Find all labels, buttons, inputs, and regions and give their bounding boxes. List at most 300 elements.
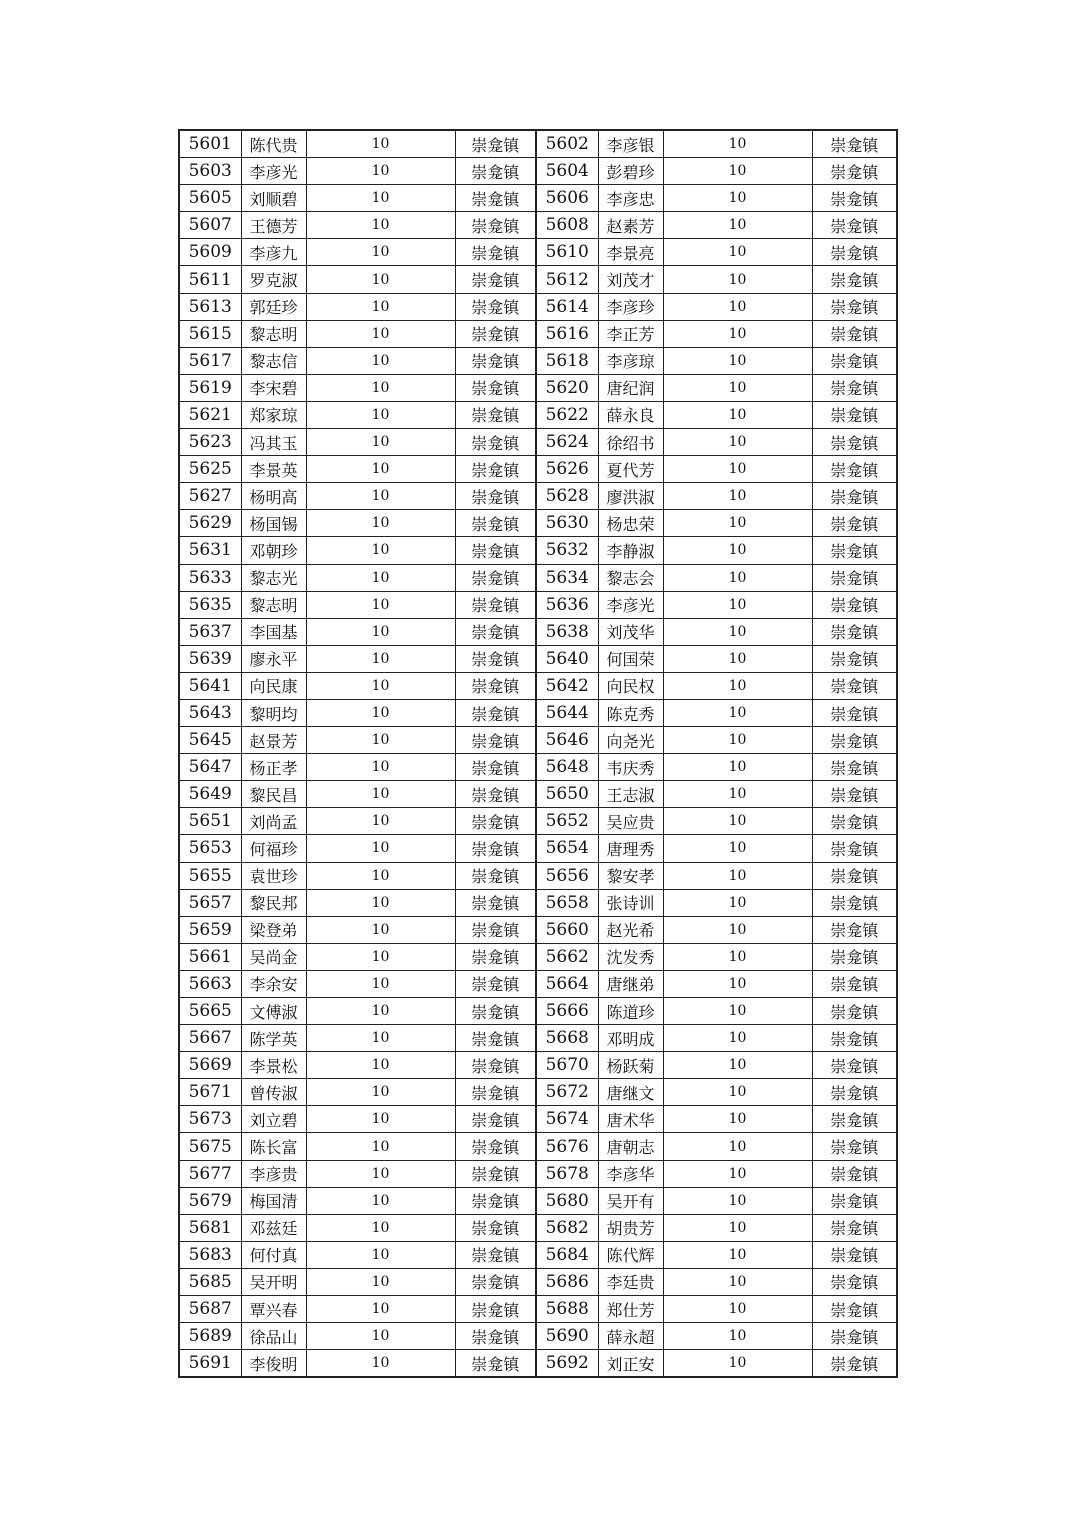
table-row (179, 293, 897, 320)
amount-cell: 10 (306, 185, 455, 212)
table-row (179, 591, 897, 618)
table-row (179, 1241, 897, 1268)
person-name-cell: 李景亮 (598, 239, 663, 266)
table-row (179, 618, 897, 645)
amount-cell: 10 (663, 239, 812, 266)
person-name-cell: 吴应贵 (598, 808, 663, 835)
person-name-cell: 李宋碧 (241, 374, 306, 401)
table-row (179, 483, 897, 510)
amount-cell: 10 (306, 754, 455, 781)
record-number-cell: 5649 (179, 781, 241, 808)
person-name-cell: 何福珍 (241, 835, 306, 862)
table-row (179, 1106, 897, 1133)
town-name-cell: 崇龛镇 (455, 754, 536, 781)
amount-cell: 10 (306, 1350, 455, 1378)
amount-cell: 10 (306, 212, 455, 239)
amount-cell: 10 (306, 320, 455, 347)
record-number-cell: 5648 (536, 754, 598, 781)
amount-cell: 10 (306, 1214, 455, 1241)
town-name-cell: 崇龛镇 (455, 130, 536, 158)
town-name-cell: 崇龛镇 (455, 1106, 536, 1133)
town-name-cell: 崇龛镇 (812, 781, 897, 808)
town-name-cell: 崇龛镇 (812, 1025, 897, 1052)
town-name-cell: 崇龛镇 (812, 564, 897, 591)
amount-cell: 10 (306, 401, 455, 428)
person-name-cell: 廖洪淑 (598, 483, 663, 510)
town-name-cell: 崇龛镇 (455, 889, 536, 916)
town-name-cell: 崇龛镇 (455, 510, 536, 537)
person-name-cell: 郑家琼 (241, 401, 306, 428)
table-row (179, 1025, 897, 1052)
person-name-cell: 徐绍书 (598, 429, 663, 456)
amount-cell: 10 (306, 239, 455, 266)
table-row (179, 537, 897, 564)
record-number-cell: 5692 (536, 1350, 598, 1378)
town-name-cell: 崇龛镇 (455, 293, 536, 320)
town-name-cell: 崇龛镇 (812, 212, 897, 239)
person-name-cell: 李彦九 (241, 239, 306, 266)
record-number-cell: 5682 (536, 1214, 598, 1241)
record-number-cell: 5638 (536, 618, 598, 645)
person-name-cell: 王志淑 (598, 781, 663, 808)
person-name-cell: 李彦光 (598, 591, 663, 618)
person-name-cell: 唐术华 (598, 1106, 663, 1133)
person-name-cell: 胡贵芳 (598, 1214, 663, 1241)
record-number-cell: 5680 (536, 1187, 598, 1214)
town-name-cell: 崇龛镇 (455, 727, 536, 754)
amount-cell: 10 (306, 808, 455, 835)
amount-cell: 10 (663, 130, 812, 158)
record-number-cell: 5655 (179, 862, 241, 889)
record-number-cell: 5676 (536, 1133, 598, 1160)
amount-cell: 10 (663, 970, 812, 997)
record-number-cell: 5626 (536, 456, 598, 483)
person-name-cell: 冯其玉 (241, 429, 306, 456)
person-name-cell: 韦庆秀 (598, 754, 663, 781)
amount-cell: 10 (663, 1079, 812, 1106)
amount-cell: 10 (663, 374, 812, 401)
amount-cell: 10 (306, 591, 455, 618)
amount-cell: 10 (663, 1160, 812, 1187)
record-number-cell: 5689 (179, 1323, 241, 1350)
record-number-cell: 5613 (179, 293, 241, 320)
amount-cell: 10 (306, 130, 455, 158)
amount-cell: 10 (306, 1133, 455, 1160)
record-number-cell: 5661 (179, 943, 241, 970)
amount-cell: 10 (306, 835, 455, 862)
table-row (179, 970, 897, 997)
person-name-cell: 曾传淑 (241, 1079, 306, 1106)
town-name-cell: 崇龛镇 (455, 429, 536, 456)
person-name-cell: 黎志信 (241, 347, 306, 374)
town-name-cell: 崇龛镇 (455, 266, 536, 293)
amount-cell: 10 (663, 672, 812, 699)
amount-cell: 10 (306, 970, 455, 997)
person-name-cell: 陈克秀 (598, 699, 663, 726)
record-number-cell: 5624 (536, 429, 598, 456)
amount-cell: 10 (663, 645, 812, 672)
amount-cell: 10 (663, 158, 812, 185)
person-name-cell: 黎志明 (241, 320, 306, 347)
person-name-cell: 杨正孝 (241, 754, 306, 781)
table-row (179, 1350, 897, 1378)
person-name-cell: 杨国锡 (241, 510, 306, 537)
amount-cell: 10 (306, 510, 455, 537)
person-name-cell: 刘尚孟 (241, 808, 306, 835)
town-name-cell: 崇龛镇 (455, 347, 536, 374)
record-number-cell: 5642 (536, 672, 598, 699)
amount-cell: 10 (663, 1187, 812, 1214)
person-name-cell: 薛永良 (598, 401, 663, 428)
town-name-cell: 崇龛镇 (812, 862, 897, 889)
amount-cell: 10 (306, 1241, 455, 1268)
amount-cell: 10 (306, 1160, 455, 1187)
person-name-cell: 徐品山 (241, 1323, 306, 1350)
town-name-cell: 崇龛镇 (812, 1241, 897, 1268)
amount-cell: 10 (663, 618, 812, 645)
person-name-cell: 刘正安 (598, 1350, 663, 1378)
town-name-cell: 崇龛镇 (455, 1214, 536, 1241)
record-number-cell: 5685 (179, 1268, 241, 1295)
table-row (179, 429, 897, 456)
amount-cell: 10 (306, 699, 455, 726)
record-number-cell: 5628 (536, 483, 598, 510)
record-number-cell: 5615 (179, 320, 241, 347)
amount-cell: 10 (306, 1079, 455, 1106)
record-number-cell: 5670 (536, 1052, 598, 1079)
town-name-cell: 崇龛镇 (455, 374, 536, 401)
person-name-cell: 李景英 (241, 456, 306, 483)
record-number-cell: 5658 (536, 889, 598, 916)
person-name-cell: 唐纪润 (598, 374, 663, 401)
town-name-cell: 崇龛镇 (455, 618, 536, 645)
record-number-cell: 5662 (536, 943, 598, 970)
person-name-cell: 李彦珍 (598, 293, 663, 320)
record-number-cell: 5603 (179, 158, 241, 185)
table-row (179, 1214, 897, 1241)
person-name-cell: 李景松 (241, 1052, 306, 1079)
person-name-cell: 唐继弟 (598, 970, 663, 997)
person-name-cell: 李正芳 (598, 320, 663, 347)
amount-cell: 10 (306, 537, 455, 564)
town-name-cell: 崇龛镇 (455, 212, 536, 239)
amount-cell: 10 (663, 1025, 812, 1052)
town-name-cell: 崇龛镇 (812, 699, 897, 726)
person-name-cell: 刘茂华 (598, 618, 663, 645)
town-name-cell: 崇龛镇 (455, 1187, 536, 1214)
town-name-cell: 崇龛镇 (455, 1079, 536, 1106)
record-number-cell: 5681 (179, 1214, 241, 1241)
amount-cell: 10 (663, 429, 812, 456)
person-name-cell: 梁登弟 (241, 916, 306, 943)
town-name-cell: 崇龛镇 (812, 1133, 897, 1160)
person-name-cell: 黎民邦 (241, 889, 306, 916)
table-row (179, 130, 897, 158)
amount-cell: 10 (306, 889, 455, 916)
person-name-cell: 陈道珍 (598, 998, 663, 1025)
table-row (179, 916, 897, 943)
amount-cell: 10 (663, 591, 812, 618)
town-name-cell: 崇龛镇 (455, 158, 536, 185)
record-number-cell: 5607 (179, 212, 241, 239)
town-name-cell: 崇龛镇 (455, 239, 536, 266)
table-row (179, 347, 897, 374)
town-name-cell: 崇龛镇 (812, 1106, 897, 1133)
table-row (179, 645, 897, 672)
person-name-cell: 王德芳 (241, 212, 306, 239)
record-number-cell: 5667 (179, 1025, 241, 1052)
record-number-cell: 5677 (179, 1160, 241, 1187)
record-number-cell: 5645 (179, 727, 241, 754)
town-name-cell: 崇龛镇 (812, 645, 897, 672)
amount-cell: 10 (663, 699, 812, 726)
amount-cell: 10 (306, 862, 455, 889)
record-number-cell: 5664 (536, 970, 598, 997)
town-name-cell: 崇龛镇 (812, 1052, 897, 1079)
record-number-cell: 5650 (536, 781, 598, 808)
record-number-cell: 5668 (536, 1025, 598, 1052)
person-name-cell: 李彦琼 (598, 347, 663, 374)
amount-cell: 10 (663, 754, 812, 781)
town-name-cell: 崇龛镇 (812, 916, 897, 943)
record-number-cell: 5647 (179, 754, 241, 781)
table-row (179, 456, 897, 483)
town-name-cell: 崇龛镇 (455, 1296, 536, 1323)
record-number-cell: 5634 (536, 564, 598, 591)
person-name-cell: 覃兴春 (241, 1296, 306, 1323)
amount-cell: 10 (663, 456, 812, 483)
person-name-cell: 邓朝珍 (241, 537, 306, 564)
record-number-cell: 5690 (536, 1323, 598, 1350)
town-name-cell: 崇龛镇 (455, 998, 536, 1025)
amount-cell: 10 (306, 483, 455, 510)
town-name-cell: 崇龛镇 (812, 429, 897, 456)
amount-cell: 10 (306, 347, 455, 374)
person-name-cell: 李彦银 (598, 130, 663, 158)
record-number-cell: 5629 (179, 510, 241, 537)
person-name-cell: 李国基 (241, 618, 306, 645)
town-name-cell: 崇龛镇 (455, 699, 536, 726)
town-name-cell: 崇龛镇 (812, 239, 897, 266)
table-row (179, 1052, 897, 1079)
amount-cell: 10 (306, 781, 455, 808)
amount-cell: 10 (663, 320, 812, 347)
person-name-cell: 袁世珍 (241, 862, 306, 889)
amount-cell: 10 (306, 1296, 455, 1323)
person-name-cell: 唐继文 (598, 1079, 663, 1106)
table-row (179, 943, 897, 970)
amount-cell: 10 (306, 672, 455, 699)
town-name-cell: 崇龛镇 (455, 537, 536, 564)
amount-cell: 10 (306, 1025, 455, 1052)
record-number-cell: 5675 (179, 1133, 241, 1160)
person-name-cell: 何付真 (241, 1241, 306, 1268)
amount-cell: 10 (663, 1268, 812, 1295)
table-row (179, 862, 897, 889)
town-name-cell: 崇龛镇 (812, 727, 897, 754)
record-number-cell: 5679 (179, 1187, 241, 1214)
person-name-cell: 彭碧珍 (598, 158, 663, 185)
town-name-cell: 崇龛镇 (812, 943, 897, 970)
table-row (179, 239, 897, 266)
amount-cell: 10 (306, 266, 455, 293)
amount-cell: 10 (306, 293, 455, 320)
amount-cell: 10 (663, 862, 812, 889)
record-number-cell: 5674 (536, 1106, 598, 1133)
amount-cell: 10 (663, 1052, 812, 1079)
person-name-cell: 李廷贵 (598, 1268, 663, 1295)
record-number-cell: 5623 (179, 429, 241, 456)
person-name-cell: 薛永超 (598, 1323, 663, 1350)
amount-cell: 10 (663, 1214, 812, 1241)
amount-cell: 10 (663, 998, 812, 1025)
person-name-cell: 唐理秀 (598, 835, 663, 862)
town-name-cell: 崇龛镇 (455, 483, 536, 510)
town-name-cell: 崇龛镇 (455, 808, 536, 835)
town-name-cell: 崇龛镇 (455, 1268, 536, 1295)
amount-cell: 10 (663, 1133, 812, 1160)
record-number-cell: 5688 (536, 1296, 598, 1323)
amount-cell: 10 (663, 537, 812, 564)
table-row (179, 158, 897, 185)
amount-cell: 10 (306, 943, 455, 970)
amount-cell: 10 (663, 889, 812, 916)
town-name-cell: 崇龛镇 (812, 1160, 897, 1187)
record-number-cell: 5659 (179, 916, 241, 943)
record-number-cell: 5672 (536, 1079, 598, 1106)
record-number-cell: 5657 (179, 889, 241, 916)
person-name-cell: 向尧光 (598, 727, 663, 754)
table-row (179, 266, 897, 293)
person-name-cell: 陈代贵 (241, 130, 306, 158)
table-row (179, 672, 897, 699)
record-number-cell: 5635 (179, 591, 241, 618)
town-name-cell: 崇龛镇 (812, 266, 897, 293)
town-name-cell: 崇龛镇 (455, 1160, 536, 1187)
table-row (179, 1187, 897, 1214)
record-number-cell: 5618 (536, 347, 598, 374)
person-name-cell: 张诗训 (598, 889, 663, 916)
town-name-cell: 崇龛镇 (455, 1350, 536, 1378)
person-name-cell: 何国荣 (598, 645, 663, 672)
record-number-cell: 5617 (179, 347, 241, 374)
amount-cell: 10 (306, 727, 455, 754)
town-name-cell: 崇龛镇 (455, 916, 536, 943)
record-number-cell: 5631 (179, 537, 241, 564)
person-name-cell: 吴尚金 (241, 943, 306, 970)
amount-cell: 10 (663, 564, 812, 591)
person-name-cell: 赵素芳 (598, 212, 663, 239)
town-name-cell: 崇龛镇 (812, 591, 897, 618)
amount-cell: 10 (663, 916, 812, 943)
person-name-cell: 黎明均 (241, 699, 306, 726)
town-name-cell: 崇龛镇 (812, 185, 897, 212)
town-name-cell: 崇龛镇 (812, 808, 897, 835)
amount-cell: 10 (663, 401, 812, 428)
amount-cell: 10 (306, 564, 455, 591)
record-number-cell: 5643 (179, 699, 241, 726)
record-number-cell: 5684 (536, 1241, 598, 1268)
record-number-cell: 5625 (179, 456, 241, 483)
town-name-cell: 崇龛镇 (812, 158, 897, 185)
town-name-cell: 崇龛镇 (812, 456, 897, 483)
town-name-cell: 崇龛镇 (455, 835, 536, 862)
person-name-cell: 李余安 (241, 970, 306, 997)
table-row (179, 889, 897, 916)
record-number-cell: 5656 (536, 862, 598, 889)
person-name-cell: 李彦光 (241, 158, 306, 185)
person-name-cell: 文傅淑 (241, 998, 306, 1025)
person-name-cell: 唐朝志 (598, 1133, 663, 1160)
record-number-cell: 5612 (536, 266, 598, 293)
person-name-cell: 陈学英 (241, 1025, 306, 1052)
record-number-cell: 5653 (179, 835, 241, 862)
town-name-cell: 崇龛镇 (455, 1052, 536, 1079)
person-name-cell: 梅国清 (241, 1187, 306, 1214)
record-number-cell: 5678 (536, 1160, 598, 1187)
town-name-cell: 崇龛镇 (455, 862, 536, 889)
person-name-cell: 夏代芳 (598, 456, 663, 483)
amount-cell: 10 (663, 185, 812, 212)
record-number-cell: 5608 (536, 212, 598, 239)
table-row (179, 1296, 897, 1323)
record-number-cell: 5609 (179, 239, 241, 266)
table-row (179, 781, 897, 808)
person-name-cell: 黎志会 (598, 564, 663, 591)
person-name-cell: 李静淑 (598, 537, 663, 564)
person-name-cell: 刘顺碧 (241, 185, 306, 212)
town-name-cell: 崇龛镇 (455, 320, 536, 347)
amount-cell: 10 (663, 1106, 812, 1133)
roster-table-body (179, 130, 897, 1377)
person-name-cell: 陈代辉 (598, 1241, 663, 1268)
town-name-cell: 崇龛镇 (455, 645, 536, 672)
town-name-cell: 崇龛镇 (455, 1025, 536, 1052)
person-name-cell: 赵景芳 (241, 727, 306, 754)
amount-cell: 10 (306, 1268, 455, 1295)
record-number-cell: 5604 (536, 158, 598, 185)
person-name-cell: 向民权 (598, 672, 663, 699)
record-number-cell: 5646 (536, 727, 598, 754)
person-name-cell: 黎民昌 (241, 781, 306, 808)
record-number-cell: 5687 (179, 1296, 241, 1323)
town-name-cell: 崇龛镇 (455, 591, 536, 618)
person-name-cell: 陈长富 (241, 1133, 306, 1160)
amount-cell: 10 (306, 645, 455, 672)
town-name-cell: 崇龛镇 (812, 537, 897, 564)
amount-cell: 10 (306, 1187, 455, 1214)
person-name-cell: 罗克淑 (241, 266, 306, 293)
person-name-cell: 邓明成 (598, 1025, 663, 1052)
record-number-cell: 5641 (179, 672, 241, 699)
town-name-cell: 崇龛镇 (812, 1079, 897, 1106)
table-row (179, 1133, 897, 1160)
record-number-cell: 5601 (179, 130, 241, 158)
person-name-cell: 李彦华 (598, 1160, 663, 1187)
amount-cell: 10 (306, 1323, 455, 1350)
town-name-cell: 崇龛镇 (455, 401, 536, 428)
amount-cell: 10 (663, 835, 812, 862)
amount-cell: 10 (306, 456, 455, 483)
town-name-cell: 崇龛镇 (455, 672, 536, 699)
amount-cell: 10 (663, 781, 812, 808)
record-number-cell: 5616 (536, 320, 598, 347)
person-name-cell: 李彦忠 (598, 185, 663, 212)
town-name-cell: 崇龛镇 (812, 835, 897, 862)
table-row (179, 998, 897, 1025)
amount-cell: 10 (306, 916, 455, 943)
person-name-cell: 廖永平 (241, 645, 306, 672)
